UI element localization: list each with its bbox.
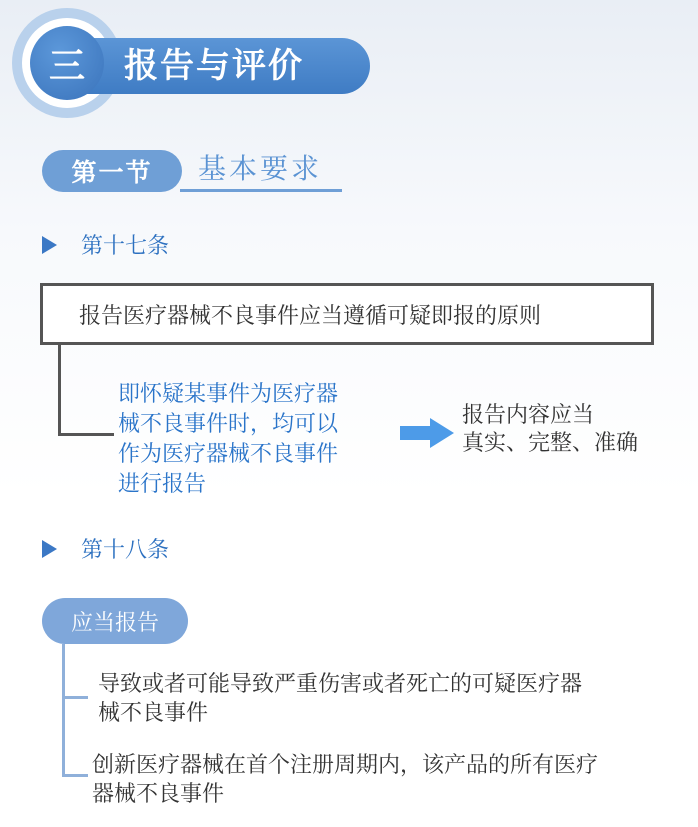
- condition-text: [118, 380, 398, 500]
- condition-line: 作为医疗器械不良事件: [118, 442, 339, 467]
- list-item-line: 创新医疗器械在首个注册周期内，该产品的所有医疗: [92, 753, 599, 778]
- tree-connector-horizontal: [58, 433, 114, 436]
- section-underline: [180, 189, 342, 192]
- result-line: 真实、完整、准确: [462, 431, 639, 456]
- should-report-tag: 应当报告: [42, 598, 188, 644]
- triangle-bullet-icon: [42, 540, 57, 558]
- condition-line: 即怀疑某事件为医疗器: [118, 382, 339, 407]
- article-17-heading: [42, 229, 169, 260]
- page-title: 报告与评价: [124, 46, 304, 86]
- list-item: [98, 670, 582, 728]
- result-text: [462, 402, 638, 458]
- list-item-line: 导致或者可能导致严重伤害或者死亡的可疑医疗器: [98, 672, 583, 697]
- principle-text: 报告医疗器械不良事件应当遵循可疑即报的原则: [79, 303, 542, 329]
- principle-box: [40, 283, 654, 345]
- result-line: 报告内容应当: [462, 403, 595, 428]
- section-label: 第一节: [42, 150, 182, 192]
- list-connector-branch: [62, 696, 88, 699]
- header-numeral: 三: [30, 26, 104, 100]
- article-18-heading: [42, 533, 169, 564]
- tree-connector-vertical: [58, 345, 61, 436]
- list-connector-branch: [62, 774, 88, 777]
- condition-line: 进行报告: [118, 472, 207, 497]
- list-connector-vertical: [62, 644, 65, 777]
- section-name: 基本要求: [198, 152, 323, 185]
- condition-line: 械不良事件时，均可以: [118, 412, 339, 437]
- article-18-label: 第十八条: [81, 538, 170, 563]
- triangle-bullet-icon: [42, 236, 57, 254]
- right-arrow-icon: [400, 418, 454, 448]
- list-item-line: 械不良事件: [98, 701, 209, 726]
- article-17-label: 第十七条: [81, 234, 170, 259]
- list-item-line: 器械不良事件: [92, 782, 225, 807]
- list-item: [92, 751, 598, 809]
